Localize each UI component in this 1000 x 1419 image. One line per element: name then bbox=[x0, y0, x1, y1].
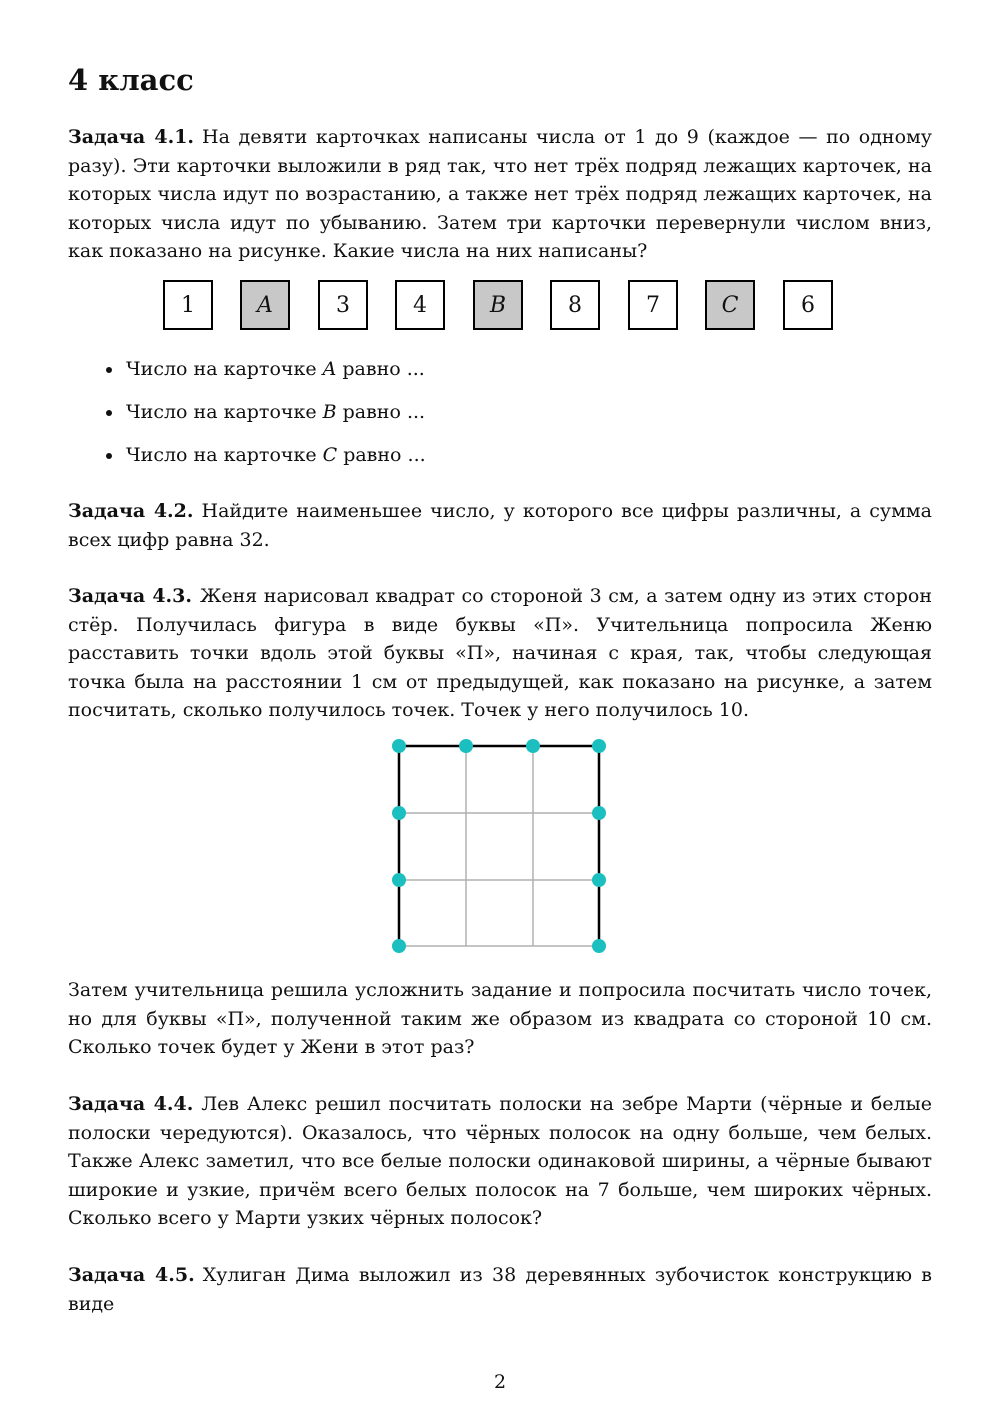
card-7: 7 bbox=[628, 280, 678, 330]
card-b: B bbox=[473, 280, 523, 330]
problem-4-3 bbox=[68, 582, 932, 725]
list-item: Число на карточке B равно ... bbox=[104, 397, 426, 440]
list-item: Число на карточке A равно ... bbox=[104, 354, 426, 397]
grid-lines bbox=[399, 746, 599, 946]
list-item: Число на карточке C равно ... bbox=[104, 440, 426, 483]
problem-label: Задача 4.2. bbox=[68, 500, 194, 522]
dots bbox=[392, 739, 606, 953]
problem-text: Найдите наименьшее число, у которого все цифры различны, а сумма всех цифр равна 32. bbox=[68, 500, 932, 551]
problem-4-1 bbox=[68, 123, 932, 266]
card-3: 3 bbox=[318, 280, 368, 330]
problem-4-2 bbox=[68, 497, 932, 554]
problem-4-3-continuation: Затем учительница решила усложнить задание и попросила посчитать число точек, но для буквы «П», полученной таким же образом из квадрата со стороной 10 см. Сколько точек будет у Жени в этот раз? bbox=[68, 979, 932, 1059]
card-6: 6 bbox=[783, 280, 833, 330]
page-number: 2 bbox=[493, 1371, 507, 1393]
card-c: C bbox=[705, 280, 755, 330]
problem-text: Хулиган Дима выложил из 38 деревянных зубочисток конструкцию в виде bbox=[68, 1264, 933, 1315]
cards-row bbox=[163, 280, 843, 332]
page-heading: 4 класс bbox=[68, 63, 194, 97]
card-1: 1 bbox=[163, 280, 213, 330]
p-letter-figure bbox=[388, 735, 612, 959]
card-8: 8 bbox=[550, 280, 600, 330]
card-a: A bbox=[240, 280, 290, 330]
problem-4-4 bbox=[68, 1090, 932, 1233]
problem-label: Задача 4.1. bbox=[68, 126, 195, 148]
problem-text: На девяти карточках написаны числа от 1 до 9 (каждое — по одному разу). Эти карточки выложили в ряд так, что нет трёх подряд лежащих карточек, на которых числа идут по возрастанию, а также нет трёх подряд лежащих карточек, на которых числа идут по убыванию. Затем три карточки перевернули числом вниз, как показано на рисунке. Какие числа на них написаны? bbox=[68, 126, 932, 263]
problem-text: Женя нарисовал квадрат со стороной 3 см, а затем одну из этих сторон стёр. Получилась фигура в виде буквы «П». Учительница попросила Женю расставить точки вдоль этой буквы «П», начиная с края, так, чтобы следующая точка была на расстоянии 1 см от предыдущей, как показано на рисунке, а затем посчитать, сколько получилось точек. Точек у него получилось 10. bbox=[68, 585, 933, 722]
p-letter-outline bbox=[399, 746, 599, 946]
problem-label: Задача 4.5. bbox=[68, 1264, 195, 1286]
problem-label: Задача 4.4. bbox=[68, 1093, 194, 1115]
problem-4-5 bbox=[68, 1261, 932, 1318]
problem-label: Задача 4.3. bbox=[68, 585, 193, 607]
answer-list bbox=[104, 354, 426, 483]
problem-text: Лев Алекс решил посчитать полоски на зебре Марти (чёрные и белые полоски чередуются). Оказалось, что чёрных полосок на одну больше, чем белых. Также Алекс заметил, что все белые полоски одинаковой ширины, а чёрные бывают широкие и узкие, причём всего белых полосок на 7 больше, чем широких чёрных. Сколько всего у Марти узких чёрных полосок? bbox=[68, 1093, 932, 1230]
card-4: 4 bbox=[395, 280, 445, 330]
